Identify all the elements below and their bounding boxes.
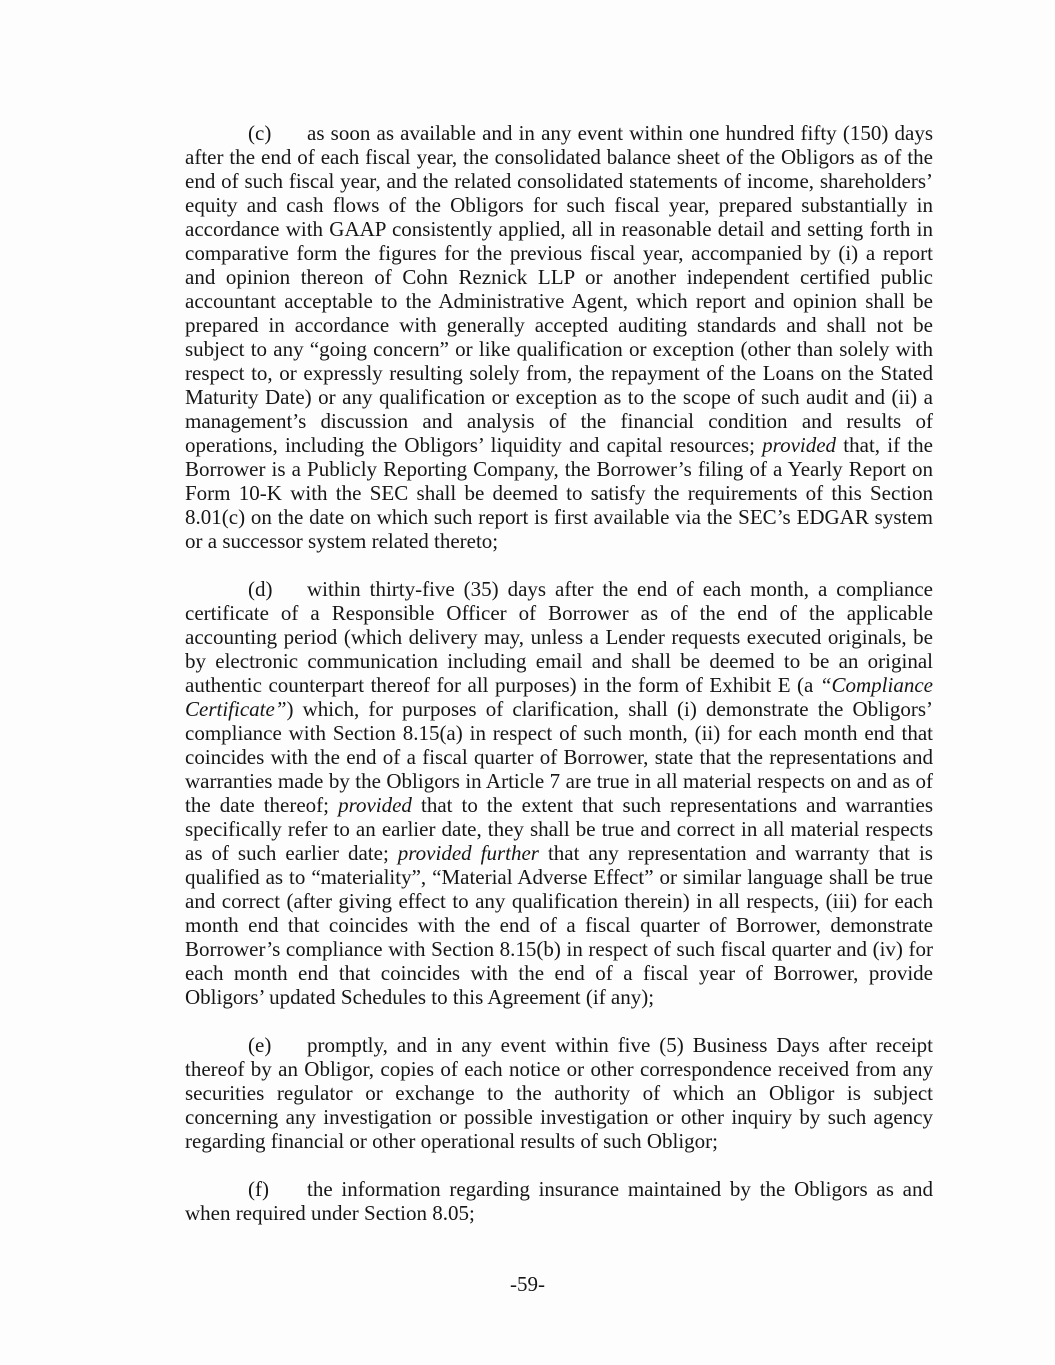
paragraph-label: (f) [248, 1177, 269, 1201]
paragraph-label: (c) [248, 121, 272, 145]
text-run: that to the extent that such representations and warranties specifically refer to an earlier date, they shall be true and correct in all material respects as of such earlier date; [185, 793, 933, 865]
text-run: promptly, and in any event within five (5) Business Days after receipt thereof by an Obligor, copies of each notice or other correspondence received from any securities regulator or exchange to the authority of which an Obligor is subject concerning any investigation or possible investigation or other inquiry by such agency regarding financial or other operational results of such Obligor; [185, 1033, 933, 1153]
paragraph-d [185, 577, 933, 1009]
paragraph-e [185, 1033, 933, 1153]
text-run: within thirty-five (35) days after the end of each month, a compliance certificate of a Responsible Officer of Borrower as of the end of the applicable accounting period (which delivery may, unless a Lender requests executed originals, be by electronic communication including email and shall be deemed to be an original authentic counterpart thereof for all purposes) in the form of Exhibit E (a [185, 577, 933, 697]
paragraph-label: (d) [248, 577, 273, 601]
text-run: the information regarding insurance maintained by the Obligors as and when required under Section 8.05; [185, 1177, 933, 1225]
paragraph-f [185, 1177, 933, 1225]
text-run: provided [762, 433, 837, 457]
paragraph-label: (e) [248, 1033, 272, 1057]
paragraph-c [185, 121, 933, 553]
text-run: provided further [397, 841, 539, 865]
text-run: ) which, for purposes of clarification, shall (i) demonstrate the Obligors’ compliance with Section 8.15(a) in respect of such month, (ii) for each month end that coincides with the end of a fiscal quarter of Borrower, state that the representations and warranties made by the Obligors in Article 7 are true in all material respects on and as of the date thereof; [185, 697, 933, 817]
text-run: that, if the Borrower is a Publicly Reporting Company, the Borrower’s filing of a Yearly Report on Form 10-K with the SEC shall be deemed to satisfy the requirements of this Section 8.01(c) on the date on which such report is first available via the SEC’s EDGAR system or a successor system related thereto; [185, 433, 933, 553]
page-footer [0, 1272, 1055, 1296]
text-run: provided [338, 793, 412, 817]
text-run: as soon as available and in any event within one hundred fifty (150) days after the end of each fiscal year, the consolidated balance sheet of the Obligors as of the end of such fiscal year, and the related consolidated statements of income, shareholders’ equity and cash flows of the Obligors for such fiscal year, prepared substantially in accordance with GAAP consistently applied, all in reasonable detail and setting forth in comparative form the figures for the previous fiscal year, accompanied by (i) a report and opinion thereon of Cohn Reznick LLP or another independent certified public accountant acceptable to the Administrative Agent, which report and opinion shall be prepared in accordance with generally accepted auditing standards and shall not be subject to any “going concern” or like qualification or exception (other than solely with respect to, or expressly resulting solely from, the repayment of the Loans on the Stated Maturity Date) or any qualification or exception as to the scope of such audit and (ii) a management’s discussion and analysis of the financial condition and results of operations, including the Obligors’ liquidity and capital resources; [185, 121, 933, 457]
text-run: “Compliance Certificate” [185, 673, 933, 721]
page-number: -59- [510, 1272, 545, 1296]
document-body [185, 121, 933, 1225]
text-run: that any representation and warranty that is qualified as to “materiality”, “Material Adverse Effect” or similar language shall be true and correct (after giving effect to any qualification therein) in all respects, (iii) for each month end that coincides with the end of a fiscal quarter of Borrower, demonstrate Borrower’s compliance with Section 8.15(b) in respect of such fiscal quarter and (iv) for each month end that coincides with the end of a fiscal year of Borrower, provide Obligors’ updated Schedules to this Agreement (if any); [185, 841, 933, 1009]
